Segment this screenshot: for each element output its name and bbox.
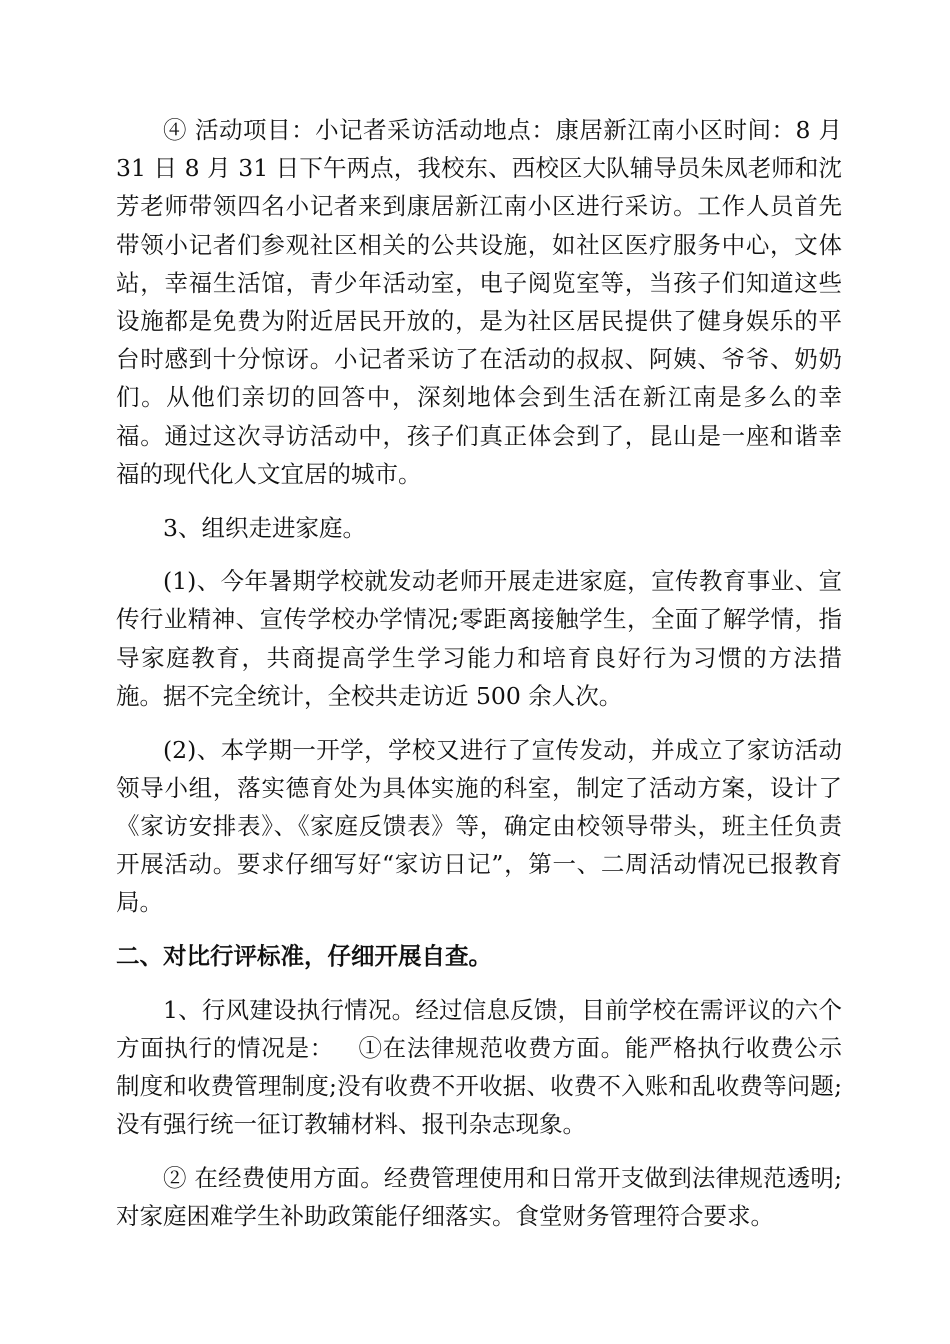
paragraph-fund-usage: ② 在经费使用方面。经费管理使用和日常开支做到法律规范透明;对家庭困难学生补助政策能仔细落实。食堂财务管理符合要求。	[116, 1164, 842, 1231]
paragraph-interview-activity: ④ 活动项目：小记者采访活动地点：康居新江南小区时间：8 月 31 日 8 月 31 日下午两点，我校东、西校区大队辅导员朱凤老师和沈芳老师带领四名小记者来到康居新江南小区进行采访。工作人员首先带领小记者们参观社区相关的公共设施，如社区医疗服务中心，文体站，幸福生活馆，青少年活动室，电子阅览室等，当孩子们知道这些设施都是免费为附近居民开放的，是为社区居民提供了健身娱乐的平台时感到十分惊讶。小记者采访了在活动的叔叔、阿姨、爷爷、奶奶们。从他们亲切的回答中，深刻地体会到生活在新江南是多么的幸福。通过这次寻访活动中，孩子们真正体会到了，昆山是一座和谐幸福的现代化人文宜居的城市。	[116, 116, 842, 488]
document-page	[116, 111, 842, 1235]
section-heading: 二、对比行评标准，仔细开展自查。	[116, 942, 492, 971]
paragraph-summer-visits: (1)、今年暑期学校就发动老师开展走进家庭，宣传教育事业、宣传行业精神、宣传学校办学情况;零距离接触学生，全面了解学情，指导家庭教育，共商提高学生学习能力和培育良好行为习惯的方法措施。据不完全统计，全校共走访近 500 余人次。	[116, 567, 842, 710]
paragraph-conduct-execution: 1、行风建设执行情况。经过信息反馈，目前学校在需评议的六个方面执行的情况是： ①在法律规范收费方面。能严格执行收费公示制度和收费管理制度;没有收费不开收据、收费不入账和乱收费等问题;没有强行统一征订教辅材料、报刊杂志现象。	[116, 995, 842, 1139]
paragraph-home-visit-title: 3、组织走进家庭。	[163, 513, 366, 542]
paragraph-semester-visits: (2)、本学期一开学，学校又进行了宣传发动，并成立了家访活动领导小组，落实德育处为具体实施的科室，制定了活动方案，设计了《家访安排表》、《家庭反馈表》等，确定由校领导带头，班主任负责开展活动。要求仔细写好“家访日记”，第一、二周活动情况已报教育局。	[116, 735, 842, 917]
